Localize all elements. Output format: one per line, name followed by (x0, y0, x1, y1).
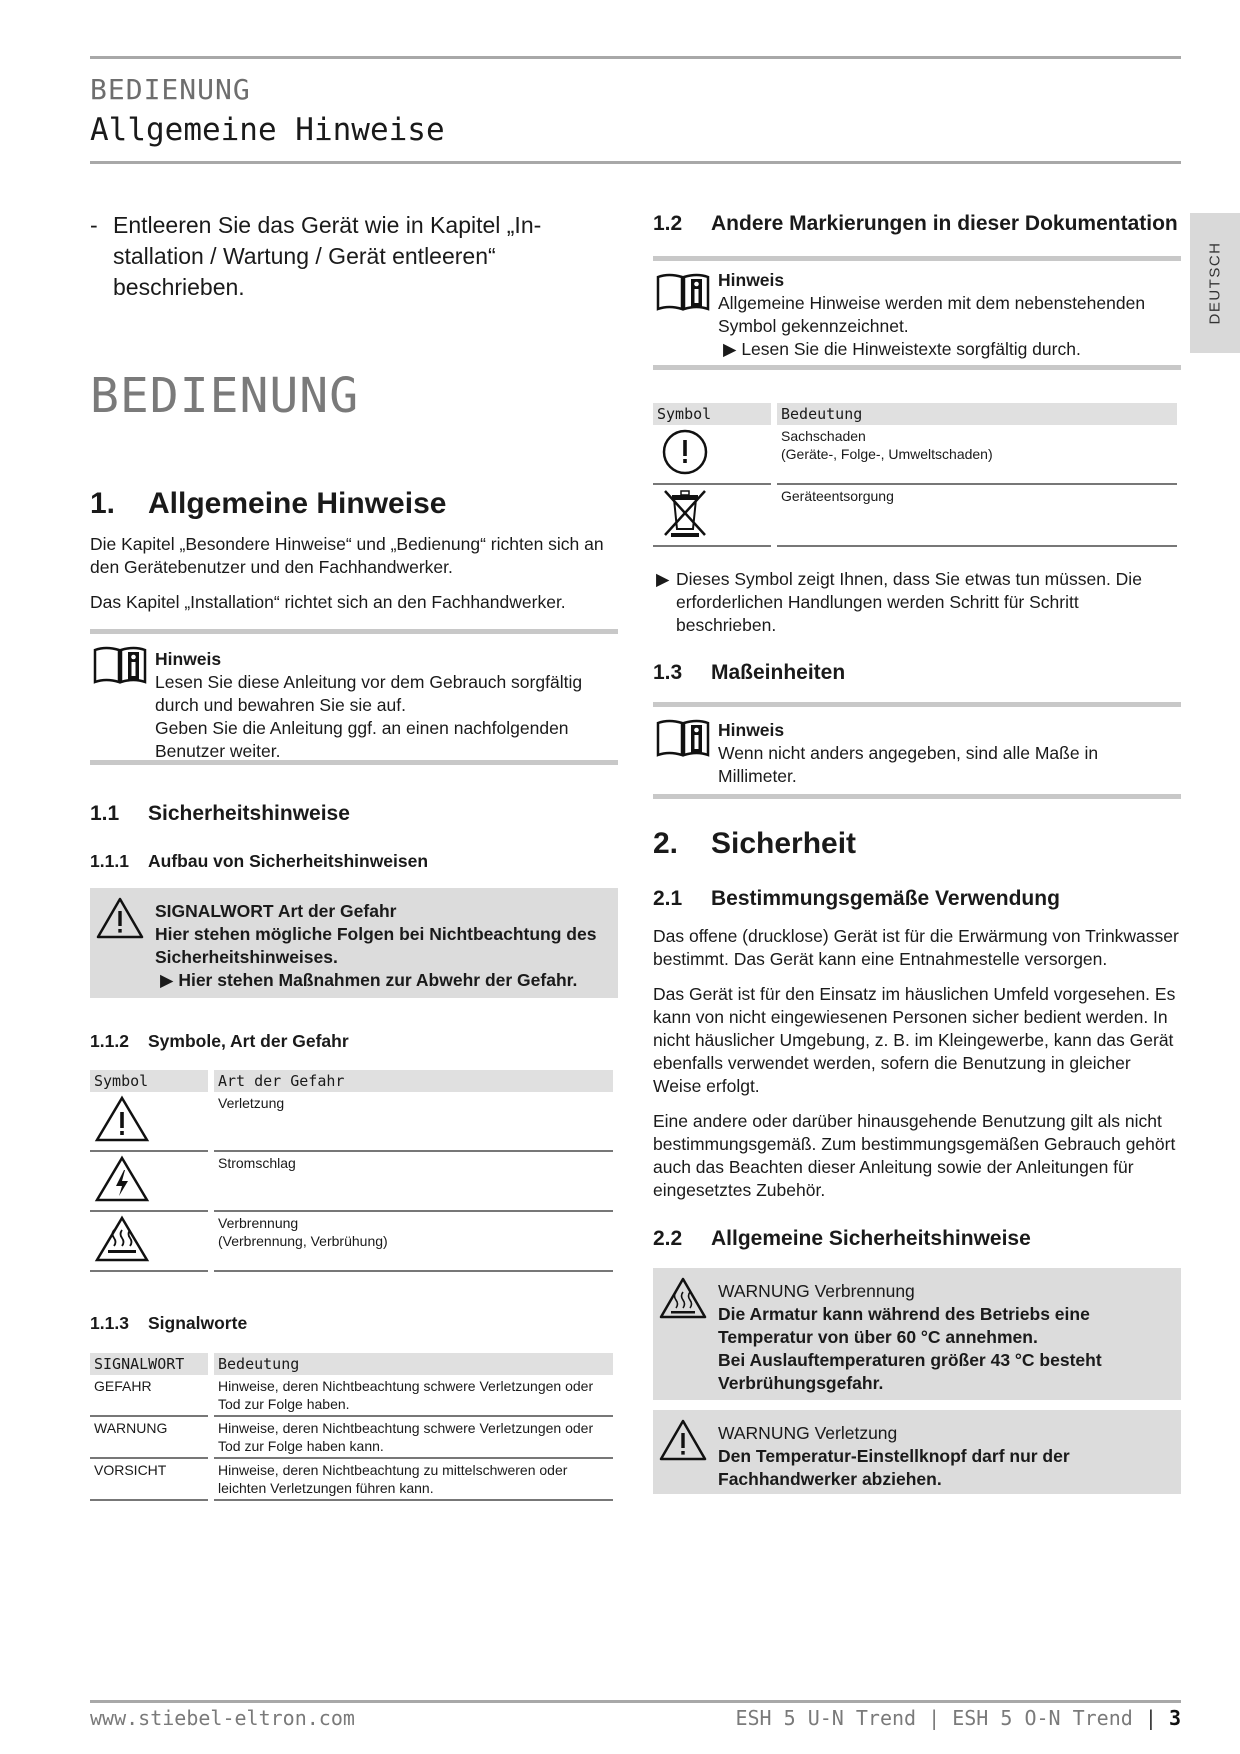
section-1-paragraph-2: Das Kapitel „Installation“ richtet sich an den Fachhandwerker. (90, 592, 566, 612)
warning-triangle-icon (659, 1418, 707, 1462)
note-1-text-2: Geben Sie die Anleitung ggf. an einen nachfolgenden Benutzer weiter. (155, 718, 569, 761)
safety-notice-template (90, 888, 618, 998)
warning-burn-box (653, 1268, 1181, 1400)
table-row (90, 1375, 613, 1416)
danger-text: Stromschlag (218, 1155, 296, 1171)
note-2-title: Hinweis (718, 270, 785, 290)
electric-shock-icon (94, 1154, 150, 1204)
warn-3-title: WARNUNG Verletzung (718, 1423, 898, 1443)
action-arrow-icon: ▶ (723, 339, 742, 359)
signal-word-table (90, 1353, 613, 1501)
info-book-icon (655, 717, 711, 759)
col-meaning: Bedeutung (214, 1353, 613, 1375)
warn-action: Hier stehen Maßnahmen zur Abwehr der Gefahr. (178, 970, 578, 990)
warn-2-text-1: Die Armatur kann während des Betriebs eine Temperatur von über 60 °C annehmen. (718, 1304, 1090, 1347)
marker-table (653, 403, 1177, 547)
note-3-title: Hinweis (718, 720, 785, 740)
signal-word: GEFAHR (90, 1375, 208, 1416)
danger-symbol-table (90, 1070, 613, 1272)
col-signalword: SIGNALWORT (90, 1353, 208, 1375)
chapter-title: BEDIENUNG (90, 368, 360, 424)
note-2-text: Allgemeine Hinweise werden mit dem nebenstehenden Symbol gekennzeichnet. (718, 293, 1146, 336)
note-box-3 (653, 702, 1181, 799)
info-book-icon (655, 271, 711, 313)
warn-signal: SIGNALWORT Art der Gefahr (155, 901, 397, 921)
section-2-1-paragraph-1: Das offene (drucklose) Gerät ist für die Erwärmung von Trinkwasser bestimmt. Das Gerät kann eine Entnahmestelle versorgen. (653, 926, 1179, 969)
warn-consequence: Hier stehen mögliche Folgen bei Nichtbeachtung des Sicherheitshinweises. (155, 924, 597, 967)
warn-2-text-2: Bei Auslauftemperaturen größer 43 °C besteht Verbrühungsgefahr. (718, 1350, 1102, 1393)
note-2-action: Lesen Sie die Hinweistexte sorgfältig durch. (741, 339, 1081, 359)
note-box-2 (653, 256, 1181, 370)
header-section: BEDIENUNG (90, 73, 251, 106)
col-danger-type: Art der Gefahr (214, 1070, 613, 1092)
table-row (90, 1416, 613, 1458)
section-2-1-heading: 2.1 Bestimmungsgemäße Verwendung (653, 887, 1060, 910)
section-1-heading: 1. Allgemeine Hinweise (90, 487, 447, 520)
signal-meaning: Hinweise, deren Nichtbeachtung schwere Verletzungen oder Tod zur Folge haben. (214, 1375, 613, 1416)
header-bottom-rule (90, 161, 1181, 164)
table-row (653, 425, 1177, 484)
marker-subtext: (Geräte-, Folge-, Umweltschaden) (781, 446, 993, 462)
header-top-rule (90, 56, 1181, 59)
info-book-icon (92, 644, 148, 686)
table-row (90, 1092, 613, 1151)
page-number: 3 (1168, 1706, 1181, 1730)
warn-2-title: WARNUNG Verbrennung (718, 1281, 915, 1301)
signal-meaning: Hinweise, deren Nichtbeachtung zu mittelschweren oder leichten Verletzungen führen kann. (214, 1458, 613, 1500)
section-1-1-heading: 1.1 Sicherheitshinweise (90, 802, 350, 825)
note-1-text-1: Lesen Sie diese Anleitung vor dem Gebrauch sorgfältig durch und bewahren Sie sie auf. (155, 672, 583, 715)
action-note: ▶ Dieses Symbol zeigt Ihnen, dass Sie etwas tun müssen. Die erforderlichen Handlungen werden Schritt für Schritt beschrieben. (656, 569, 1142, 635)
signal-word: WARNUNG (90, 1416, 208, 1458)
exclamation-circle-icon (657, 427, 713, 477)
hot-surface-icon (659, 1276, 707, 1320)
signal-word: VORSICHT (90, 1458, 208, 1500)
danger-text: Verbrennung (218, 1215, 299, 1231)
hot-surface-icon (94, 1214, 150, 1264)
section-1-paragraph-1: Die Kapitel „Besondere Hinweise“ und „Bedienung“ richten sich an den Gerätebenutzer und den Fachhandwerker. (90, 534, 604, 577)
col-symbol: Symbol (90, 1070, 208, 1092)
warning-triangle-icon (96, 896, 144, 940)
col-meaning: Bedeutung (777, 403, 1177, 425)
header-title: Allgemeine Hinweise (90, 112, 445, 148)
warn-3-text: Den Temperatur-Einstellknopf darf nur der Fachhandwerker abziehen. (718, 1446, 1070, 1489)
section-2-1-paragraph-3: Eine andere oder darüber hinausgehende Benutzung gilt als nicht bestimmungsgemäß. Zum bestimmungsgemäßen Gebrauch gehört auch das Beachten dieser Anleitung sowie der Anleitungen für eingesetztes Zubehör. (653, 1111, 1176, 1200)
section-1-3-heading: 1.3 Maßeinheiten (653, 661, 846, 684)
table-row (90, 1211, 613, 1271)
note-box-1 (90, 629, 618, 765)
table-row (653, 484, 1177, 546)
table-row (90, 1151, 613, 1211)
section-1-1-3-heading: 1.1.3 Signalworte (90, 1313, 248, 1333)
signal-meaning: Hinweise, deren Nichtbeachtung schwere Verletzungen oder Tod zur Folge haben kann. (214, 1416, 613, 1458)
danger-subtext: (Verbrennung, Verbrühung) (218, 1233, 388, 1249)
note-1-title: Hinweis (155, 649, 222, 669)
section-2-1-paragraph-2: Das Gerät ist für den Einsatz im häuslichen Umfeld vorgesehen. Es kann von nicht eingewiesenen Personen sicher bedient werden. In nicht häuslicher Umgebung, z. B. im Kleingewerbe, kann das Gerät ebenfalls verwendet werden, sofern die Benutzung in gleicher Weise erfolgt. (653, 984, 1176, 1096)
section-1-2-heading: 1.2 Andere Markierungen in dieser Dokumentation (653, 212, 1178, 235)
section-1-1-1-heading: 1.1.1 Aufbau von Sicherheitshinweisen (90, 851, 429, 871)
crossed-bin-icon (657, 487, 713, 539)
section-2-2-heading: 2.2 Allgemeine Sicherheitshinweise (653, 1227, 1031, 1250)
intro-bullet: - Entleeren Sie das Gerät wie in Kapitel „In- stallation / Wartung / Gerät entleeren“ beschrieben. (90, 212, 542, 300)
warning-injury-box (653, 1410, 1181, 1494)
footer-product: ESH 5 U-N Trend | ESH 5 O-N Trend | 3 (735, 1706, 1181, 1730)
marker-text: Geräteentsorgung (781, 488, 894, 504)
danger-text: Verletzung (218, 1095, 285, 1111)
language-tab-label: DEUTSCH (1206, 241, 1224, 325)
section-1-1-2-heading: 1.1.2 Symbole, Art der Gefahr (90, 1031, 349, 1051)
action-arrow-icon: ▶ (160, 970, 179, 990)
language-tab[interactable] (1190, 213, 1240, 353)
marker-text: Sachschaden (781, 428, 866, 444)
note-3-text: Wenn nicht anders angegeben, sind alle Maße in Millimeter. (718, 743, 1099, 786)
action-arrow-icon: ▶ (656, 569, 670, 589)
footer-rule (90, 1700, 1181, 1703)
table-row (90, 1458, 613, 1500)
col-symbol: Symbol (653, 403, 771, 425)
footer-url[interactable]: www.stiebel-eltron.com (90, 1706, 355, 1730)
section-2-heading: 2. Sicherheit (653, 827, 857, 860)
warning-triangle-icon (94, 1094, 150, 1144)
